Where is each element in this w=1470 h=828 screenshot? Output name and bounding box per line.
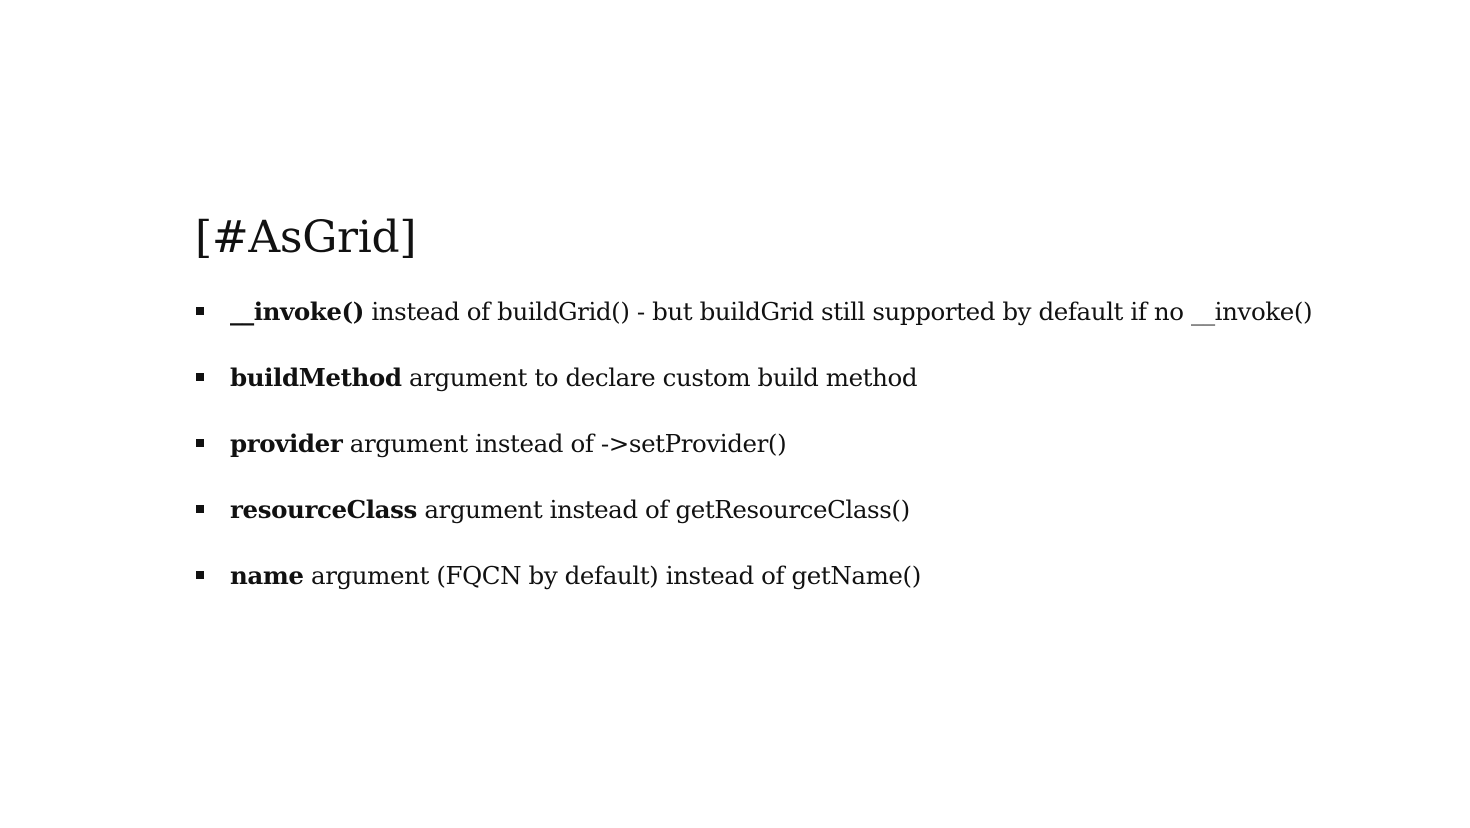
bullet-item-build-method	[196, 356, 1436, 422]
square-bullet-icon	[196, 439, 204, 447]
bullet-text	[230, 488, 910, 532]
bullet-description: argument instead of getResourceClass()	[416, 495, 910, 524]
bullet-description: argument to declare custom build method	[401, 363, 918, 392]
square-bullet-icon	[196, 505, 204, 513]
bullet-term: name	[230, 561, 304, 590]
slide-title: [#AsGrid]	[195, 212, 417, 263]
bullet-term: buildMethod	[230, 363, 402, 392]
bullet-description: argument instead of ->setProvider()	[342, 429, 787, 458]
square-bullet-icon	[196, 307, 204, 315]
bullet-term: resourceClass	[230, 495, 417, 524]
bullet-text	[230, 554, 921, 598]
bullet-term: __invoke()	[230, 297, 364, 326]
bullet-list	[196, 290, 1436, 620]
bullet-description: instead of buildGrid() - but buildGrid still supported by default if no __invoke()	[363, 297, 1313, 326]
square-bullet-icon	[196, 571, 204, 579]
bullet-item-provider	[196, 422, 1436, 488]
square-bullet-icon	[196, 373, 204, 381]
bullet-text	[230, 290, 1312, 334]
bullet-term: provider	[230, 429, 343, 458]
bullet-item-name	[196, 554, 1436, 620]
bullet-text	[230, 356, 917, 400]
bullet-text	[230, 422, 786, 466]
bullet-item-resource-class	[196, 488, 1436, 554]
bullet-description: argument (FQCN by default) instead of getName()	[303, 561, 921, 590]
bullet-item-invoke	[196, 290, 1436, 356]
